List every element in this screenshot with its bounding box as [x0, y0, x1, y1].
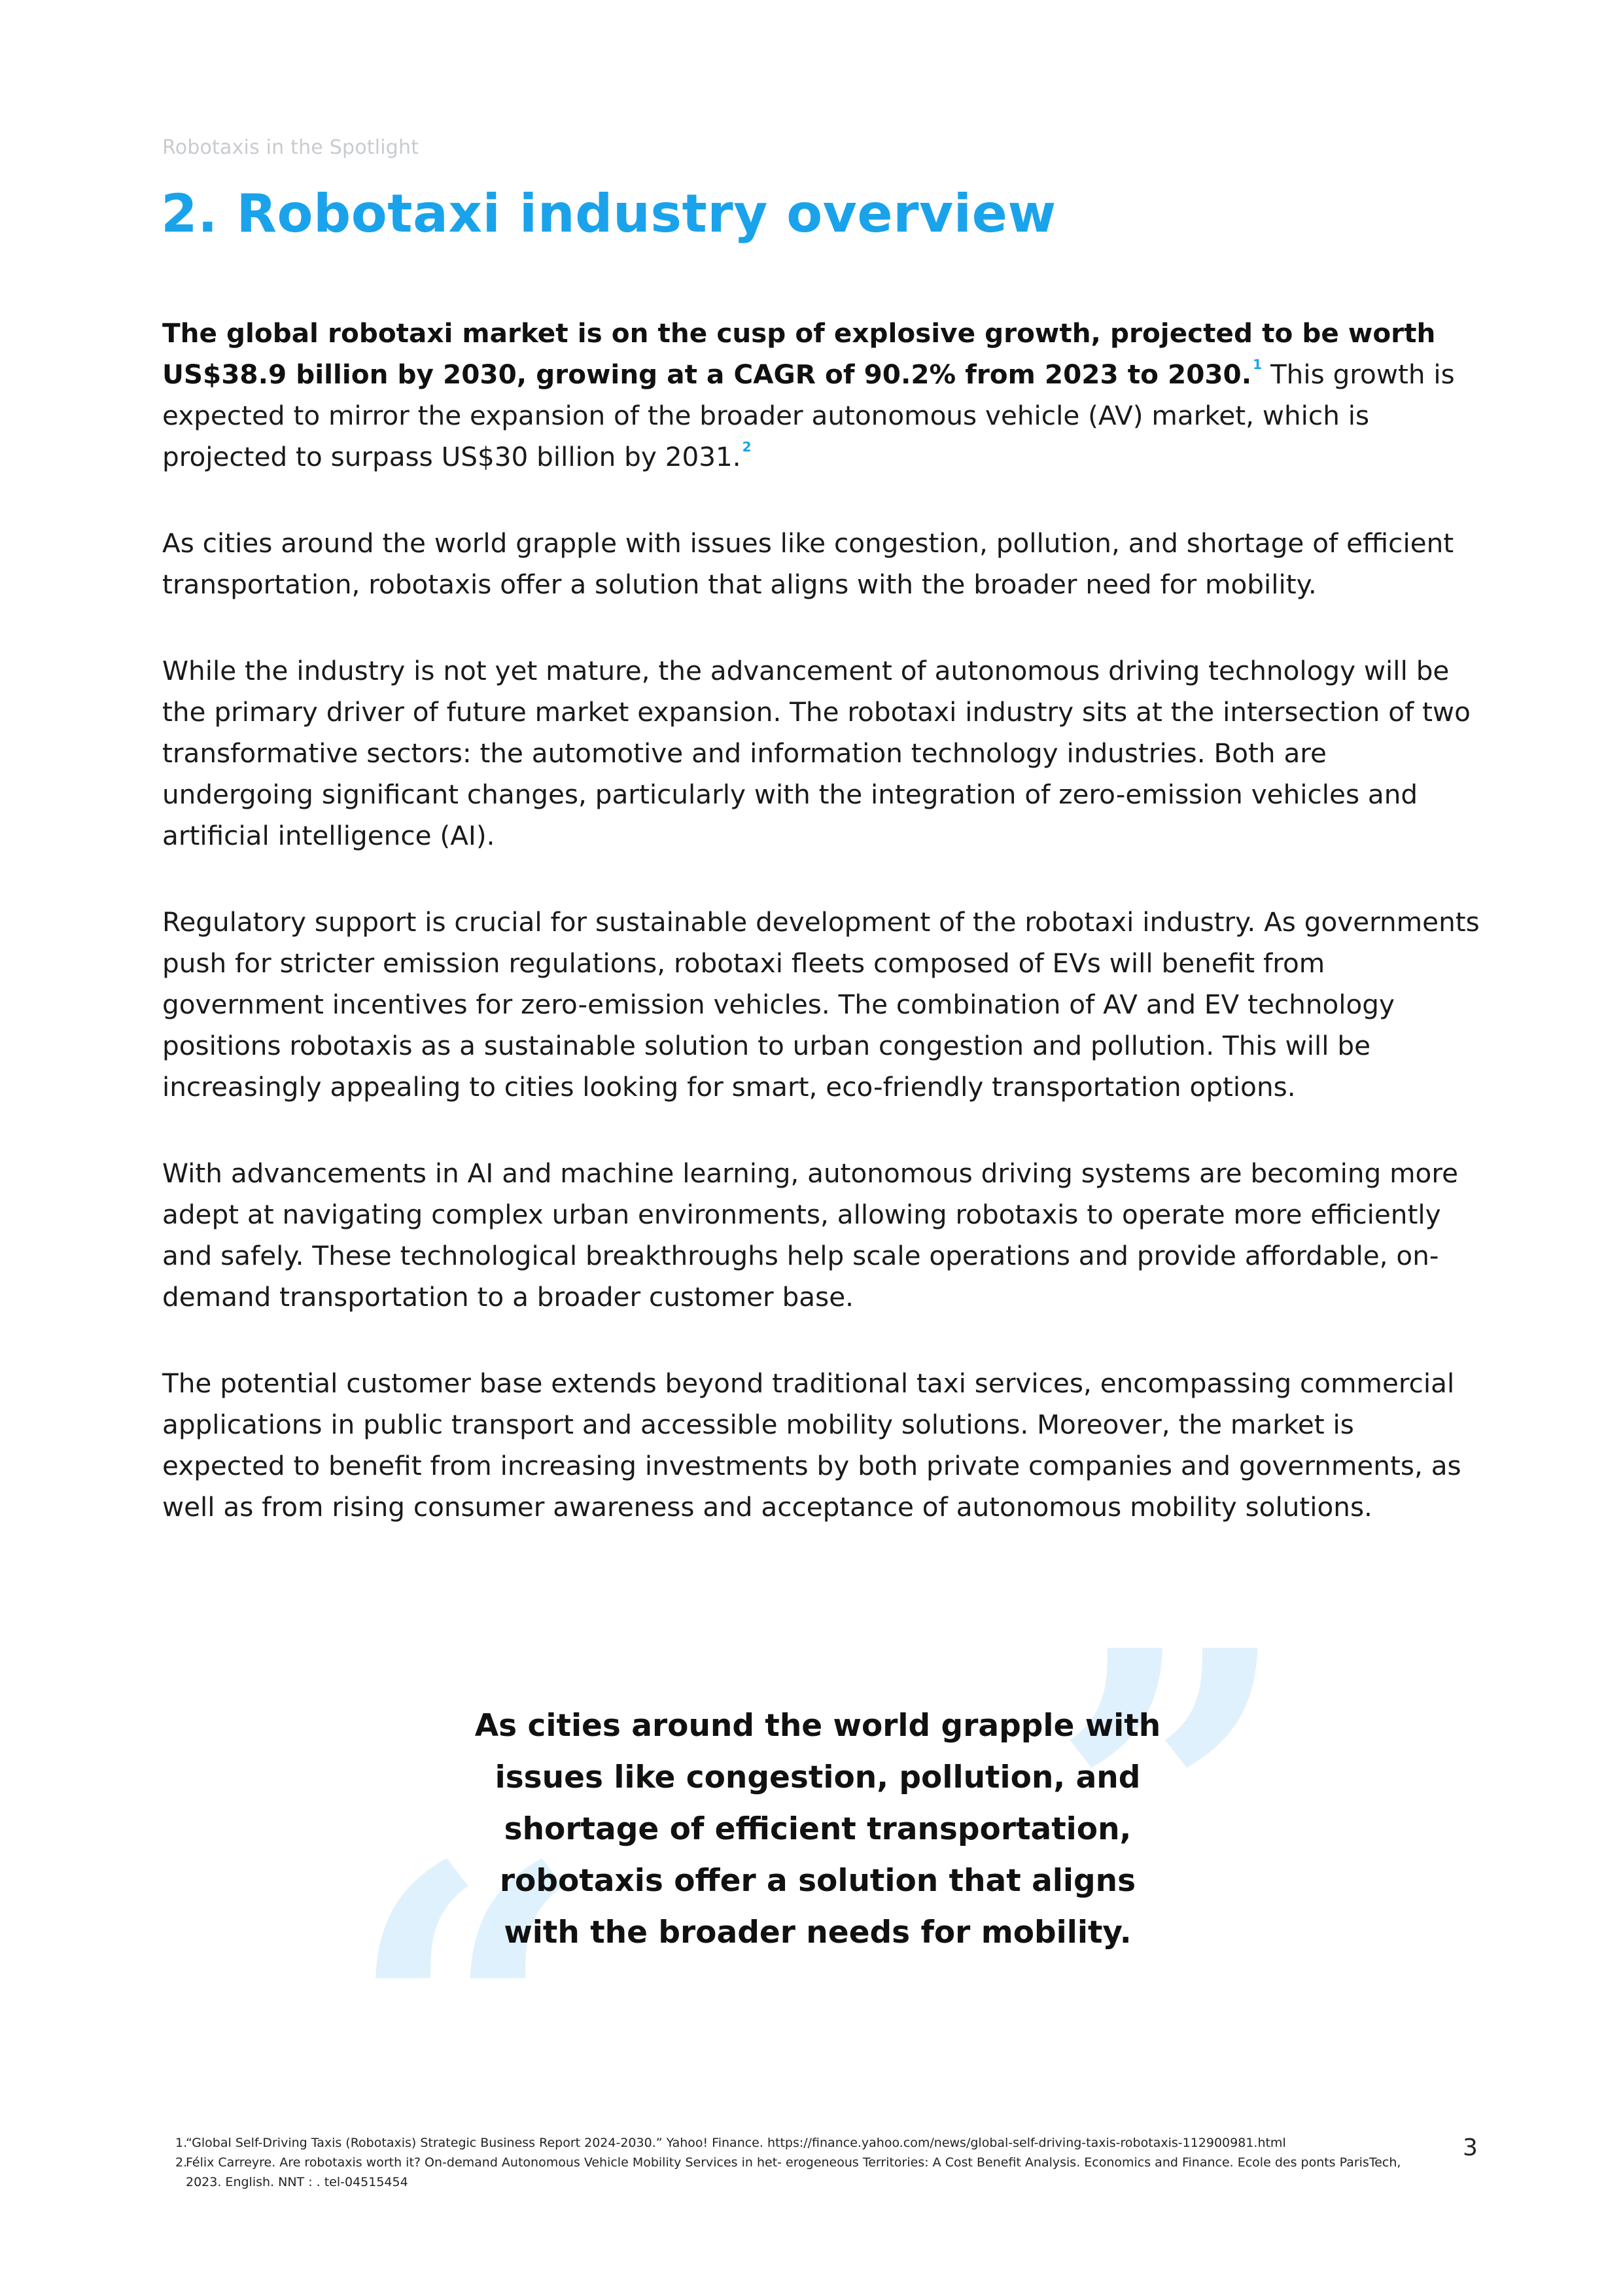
- pull-quote-line: with the broader needs for mobility.: [504, 1915, 1132, 1951]
- footnote-text[interactable]: “Global Self-Driving Taxis (Robotaxis) Strategic Business Report 2024-2030.” Yahoo! Finance. https://finance.yahoo.com/news/global-self-driving-taxis-robotaxis-112900981.html: [186, 2136, 1286, 2150]
- footnote-number: 1.: [175, 2136, 188, 2150]
- footnote-2: [175, 2153, 1418, 2192]
- paragraph-cities: As cities around the world grapple with issues like congestion, pollution, and shortage of efficient transportation, robotaxis offer a solution that aligns with the broader need for mobility.: [162, 527, 1454, 600]
- paragraph-customer-base: The potential customer base extends beyond traditional taxi services, encompassing commercial applications in public transport and accessible mobility solutions. Moreover, the market is expected to benefit from increasing investments by both private companies and governments, as well as from rising consumer awareness and acceptance of autonomous mobility solutions.: [162, 1368, 1461, 1523]
- pull-quote: [458, 1700, 1178, 1958]
- running-header: Robotaxis in the Spotlight: [162, 136, 419, 159]
- page-number: 3: [1463, 2134, 1478, 2161]
- close-quote-icon: ”: [1050, 1560, 1291, 2052]
- paragraph-technology: With advancements in AI and machine learning, autonomous driving systems are becoming more adept at navigating complex urban environments, allowing robotaxis to operate more efficiently and safely. These technological breakthroughs help scale operations and provide affordable, on-demand transportation to a broader customer base.: [162, 1157, 1458, 1313]
- page-title: 2. Robotaxi industry overview: [161, 183, 1056, 244]
- footnote-1: [175, 2133, 1418, 2153]
- pull-quote-line: robotaxis offer a solution that aligns: [499, 1863, 1136, 1899]
- intro-bold-statement: The global robotaxi market is on the cusp of explosive growth, projected to be worth US$38.9 billion by 2030, growing at a CAGR of 90.2% from 2023 to 2030.: [162, 317, 1436, 390]
- paragraph-intro: [162, 313, 1484, 478]
- footnotes: [175, 2133, 1418, 2192]
- open-quote-icon: “: [347, 1776, 588, 2268]
- article-body: [162, 313, 1484, 1573]
- footnote-number: 2.: [175, 2155, 188, 2170]
- footnote-ref-1[interactable]: 1: [1253, 357, 1263, 372]
- pull-quote-line: shortage of efficient transportation,: [504, 1811, 1132, 1847]
- intro-text: This growth is expected to mirror the expansion of the broader autonomous vehicle (AV) market, which is projected to surpass US$30 billion by 2031.: [162, 359, 1455, 472]
- footnote-ref-2[interactable]: 2: [742, 439, 752, 455]
- pull-quote-line: As cities around the world grapple with: [474, 1708, 1161, 1744]
- footnote-text: Félix Carreyre. Are robotaxis worth it? On-demand Autonomous Vehicle Mobility Services in het- erogeneous Territories: A Cost Benefit Analysis. Economics and Finance. Ecole des ponts ParisTech, 2023. English. NNT : . tel-04515454: [186, 2155, 1401, 2189]
- paragraph-regulatory: Regulatory support is crucial for sustainable development of the robotaxi industry. As governments push for stricter emission regulations, robotaxi fleets composed of EVs will benefit from government incentives for zero-emission vehicles. The combination of AV and EV technology positions robotaxis as a sustainable solution to urban congestion and pollution. This will be increasingly appealing to cities looking for smart, eco-friendly transportation options.: [162, 906, 1480, 1103]
- paragraph-industry: While the industry is not yet mature, the advancement of autonomous driving technology will be the primary driver of future market expansion. The robotaxi industry sits at the intersection of two transformative sectors: the automotive and information technology industries. Both are undergoing significant changes, particularly with the integration of zero-emission vehicles and artificial intelligence (AI).: [162, 655, 1471, 851]
- pull-quote-line: issues like congestion, pollution, and: [495, 1759, 1141, 1795]
